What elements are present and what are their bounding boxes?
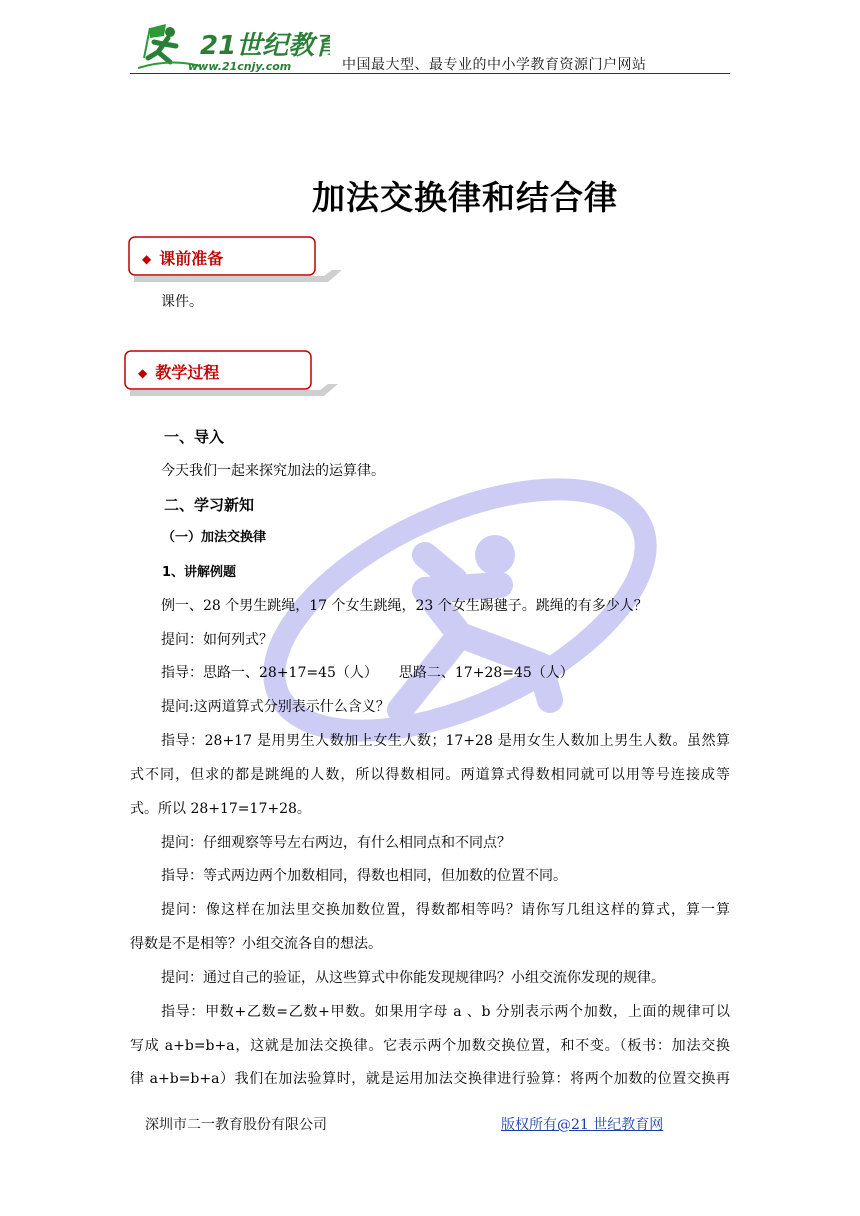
body-line: 提问：通过自己的验证，从这些算式中你能发现规律吗？小组交流你发现的规律。 — [161, 970, 665, 986]
body-line: 提问：像这样在加法里交换加数位置，得数都相等吗？请你写几组这样的算式，算一算 — [161, 902, 730, 918]
site-slogan: 中国最大型、最专业的中小学教育资源门户网站 — [342, 57, 647, 73]
section-title: 教学过程 — [155, 363, 220, 382]
paragraph: 今天我们一起来探究加法的运算律。 — [161, 463, 385, 479]
body-line: 指导：等式两边两个加数相同，得数也相同，但加数的位置不同。 — [161, 868, 567, 884]
subheading-commutative: （一）加法交换律 — [162, 530, 267, 545]
runner-icon — [130, 22, 330, 74]
body-line: 律 a+b=b+a）我们在加法验算时，就是运用加法交换律进行验算：将两个加数的位置交换再 — [130, 1071, 730, 1087]
body-line: 指导：甲数+乙数=乙数+甲数。如果用字母 a 、b 分别表示两个加数，上面的规律可以 — [161, 1004, 730, 1020]
body-line: 指导：思路一、28+17=45（人） 思路二、17+28=45（人） — [161, 665, 574, 681]
body-line: 提问：仔细观察等号左右两边，有什么相同点和不同点？ — [161, 835, 511, 851]
body-line: 式。所以 28+17=17+28。 — [130, 801, 311, 817]
body-line: 提问:这两道算式分别表示什么含义？ — [161, 699, 390, 715]
subheading-example: 1、讲解例题 — [162, 565, 237, 580]
document-title: 加法交换律和结合律 — [312, 178, 618, 217]
footer-company: 深圳市二一教育股份有限公司 — [145, 1117, 327, 1133]
body-line: 得数是不是相等？小组交流各自的想法。 — [130, 936, 382, 952]
footer-copyright-link[interactable]: 版权所有@21 世纪教育网 — [501, 1117, 664, 1133]
section-header-process — [124, 350, 344, 396]
body-line: 指导：28+17 是用男生人数加上女生人数；17+28 是用女生人数加上男生人数。虽然算 — [161, 733, 730, 749]
body-line: 式不同，但求的都是跳绳的人数，所以得数相同。两道算式得数相同就可以用等号连接成等 — [130, 767, 730, 783]
diamond-icon: ◆ — [142, 252, 152, 266]
body-line: 例一、28 个男生跳绳，17 个女生跳绳，23 个女生踢毽子。跳绳的有多少人？ — [161, 598, 648, 614]
heading-intro: 一、导入 — [164, 428, 225, 446]
site-logo[interactable] — [130, 22, 330, 74]
logo-url: www.21cnjy.com — [188, 60, 292, 73]
body-line: 提问：如何列式？ — [161, 632, 273, 648]
section-title: 课前准备 — [159, 249, 224, 268]
body-line: 写成 a+b=b+a，这就是加法交换律。它表示两个加数交换位置，和不变。（板书：加法交换 — [130, 1038, 730, 1054]
header-divider — [130, 73, 730, 74]
diamond-icon: ◆ — [138, 366, 148, 380]
prep-content: 课件。 — [161, 294, 203, 310]
page-header — [130, 22, 730, 76]
logo-text: 21世纪教育 — [200, 31, 330, 61]
heading-new-knowledge: 二、学习新知 — [164, 496, 255, 514]
section-header-prep — [128, 236, 348, 282]
